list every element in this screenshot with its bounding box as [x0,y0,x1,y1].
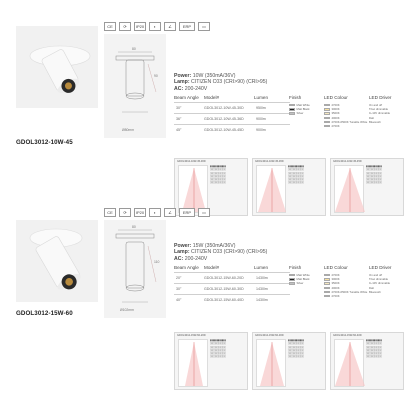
header-finish: Finish [289,95,302,100]
height-dimension: 110 [154,260,160,264]
driver-option: Triac dimmable [369,107,389,112]
product-photo [16,26,98,108]
header-finish: Finish [289,265,302,270]
ac-spec: AC: 200-240V [174,255,208,262]
recycling-icon: ⟳ [119,208,131,217]
finish-option: Matt White [289,273,310,277]
light-distribution-curves [174,332,406,390]
product-code: GDOL3012-10W-45 [16,139,73,146]
led-driver-options [369,273,390,294]
table-row: 30° GDOL3012-15W-60-30D 1430lm [174,283,290,294]
driver-option: On and off [369,273,383,277]
curve-card: GDOL3012-10W-45-36D ▮▮▮▮▮▮▮▮▮▮▮▮ ▯▯▯▯▯▯▯▯▯▯▯▯ ▯▯▯▯▯▯▯▯▯▯▯▯ ▯▯▯▯▯▯▯▯▯▯▯▯ ▯▯▯▯▯▯▯▯▯▯▯▯ ▯▯▯▯▯▯▯▯▯▯▯▯ [252,158,326,216]
colour-option: 3000K [324,107,367,111]
lux-table: ▮▮▮▮▮▮▮▮▮▮▮▮ ▯▯▯▯▯▯▯▯▯▯▯▯ ▯▯▯▯▯▯▯▯▯▯▯▯ ▯▯▯▯▯▯▯▯▯▯▯▯ ▯▯▯▯▯▯▯▯▯▯▯▯ ▯▯▯▯▯▯▯▯▯▯▯▯ [210,165,226,185]
beam-diagram [334,339,364,387]
curve-card: GDOL3012-15W-60-30D ▮▮▮▮▮▮▮▮▮▮▮▮ ▯▯▯▯▯▯▯▯▯▯▯▯ ▯▯▯▯▯▯▯▯▯▯▯▯ ▯▯▯▯▯▯▯▯▯▯▯▯ ▯▯▯▯▯▯▯▯▯▯▯▯ ▯▯▯▯▯▯▯▯▯▯▯▯ [252,332,326,390]
finish-option: Silver [289,111,310,115]
certification-badges [104,22,210,32]
ip-rating-badge: IP20 [135,24,145,29]
driver-option: Dali [369,115,374,120]
header-led-driver: LED Driver [369,95,392,100]
ac-spec: AC: 200-240V [174,85,208,92]
lux-table: ▮▮▮▮▮▮▮▮▮▮▮▮ ▯▯▯▯▯▯▯▯▯▯▯▯ ▯▯▯▯▯▯▯▯▯▯▯▯ ▯▯▯▯▯▯▯▯▯▯▯▯ ▯▯▯▯▯▯▯▯▯▯▯▯ ▯▯▯▯▯▯▯▯▯▯▯▯ [288,339,304,359]
header-model: Model# [204,95,220,100]
curve-card: GDOL3012-10W-45-30D ▮▮▮▮▮▮▮▮▮▮▮▮ ▯▯▯▯▯▯▯▯▯▯▯▯ ▯▯▯▯▯▯▯▯▯▯▯▯ ▯▯▯▯▯▯▯▯▯▯▯▯ ▯▯▯▯▯▯▯▯▯▯▯▯ ▯▯▯▯▯▯▯▯▯▯▯▯ [174,158,248,216]
dimension-drawing [104,220,166,318]
driver-option: 0~10V dimmable [369,281,391,286]
finish-option: Matt Black [289,107,310,111]
beam-diagram [334,165,364,213]
width-dimension: 80 [132,225,136,229]
driver-option: Bluetooth [369,119,381,124]
dimmable-icon: ◐ [149,208,161,217]
table-row: 30° GDOL3012-10W-45-30D 950lm [174,102,290,113]
driver-option: On and off [369,103,383,107]
finish-options [289,273,310,286]
ce-mark-icon: CE [104,208,116,217]
curve-card: GDOL3012-10W-45-45D ▮▮▮▮▮▮▮▮▮▮▮▮ ▯▯▯▯▯▯▯▯▯▯▯▯ ▯▯▯▯▯▯▯▯▯▯▯▯ ▯▯▯▯▯▯▯▯▯▯▯▯ ▯▯▯▯▯▯▯▯▯▯▯▯ ▯▯▯▯▯▯▯▯▯▯▯▯ [330,158,404,216]
header-model: Model# [204,265,220,270]
spec-block [174,243,374,262]
lux-table: ▮▮▮▮▮▮▮▮▮▮▮▮ ▯▯▯▯▯▯▯▯▯▯▯▯ ▯▯▯▯▯▯▯▯▯▯▯▯ ▯▯▯▯▯▯▯▯▯▯▯▯ ▯▯▯▯▯▯▯▯▯▯▯▯ ▯▯▯▯▯▯▯▯▯▯▯▯ [210,339,226,359]
dimmable-icon: ◐ [149,22,161,31]
height-dimension: 90 [154,74,158,78]
power-spec: Power: 15W (350mA/36V) [174,243,236,249]
product-section-2 [0,208,416,416]
header-beam-angle: Beam Angle [174,95,199,100]
finish-option: Matt White [289,103,310,107]
beam-diagram [256,165,286,213]
power-spec: Power: 10W (350mA/36V) [174,73,236,79]
driver-option: Triac dimmable [369,277,389,282]
colour-option: 4000K [324,116,367,120]
erp-badge: ERP [179,22,195,31]
colour-option: 2700K [324,124,367,128]
finish-option: Matt Black [289,277,310,281]
lamp-spec: Lamp: CITIZEN C03 (CRI>90) (CRI>95) [174,249,268,256]
colour-option: 4000K [324,286,367,290]
colour-option: 2700K-6500K Tunable White [324,290,367,294]
lux-table: ▮▮▮▮▮▮▮▮▮▮▮▮ ▯▯▯▯▯▯▯▯▯▯▯▯ ▯▯▯▯▯▯▯▯▯▯▯▯ ▯▯▯▯▯▯▯▯▯▯▯▯ ▯▯▯▯▯▯▯▯▯▯▯▯ ▯▯▯▯▯▯▯▯▯▯▯▯ [366,165,382,185]
header-lumen: Lumen [254,95,269,100]
cutout-dimension: Ø102mm [120,308,134,312]
curve-card: GDOL3012-15W-60-40D ▮▮▮▮▮▮▮▮▮▮▮▮ ▯▯▯▯▯▯▯▯▯▯▯▯ ▯▯▯▯▯▯▯▯▯▯▯▯ ▯▯▯▯▯▯▯▯▯▯▯▯ ▯▯▯▯▯▯▯▯▯▯▯▯ ▯▯▯▯▯▯▯▯▯▯▯▯ [330,332,404,390]
product-photo [16,220,98,302]
table-row: 20° GDOL3012-15W-60-20D 1430lm [174,272,290,283]
ip-rating-badge: IP20 [135,210,145,215]
led-colour-options [324,273,367,298]
header-lumen: Lumen [254,265,269,270]
lamp-spec: Lamp: CITIZEN C03 (CRI>90) (CRI>95) [174,79,268,86]
beam-diagram [178,339,208,387]
colour-option: 2700K [324,294,367,298]
certification-badges [104,208,210,218]
spec-block [174,73,374,92]
recycling-icon: ⟳ [119,22,131,31]
header-led-colour: LED Colour [324,265,348,270]
lux-table: ▮▮▮▮▮▮▮▮▮▮▮▮ ▯▯▯▯▯▯▯▯▯▯▯▯ ▯▯▯▯▯▯▯▯▯▯▯▯ ▯▯▯▯▯▯▯▯▯▯▯▯ ▯▯▯▯▯▯▯▯▯▯▯▯ ▯▯▯▯▯▯▯▯▯▯▯▯ [288,165,304,185]
ce-mark-icon: CE [104,22,116,31]
colour-option: 2700K-6500K Tunable White [324,120,367,124]
led-driver-options [369,103,390,124]
driver-option: Bluetooth [369,289,381,294]
model-table [174,265,406,315]
width-dimension: 80 [132,47,136,51]
curve-card: GDOL3012-15W-60-20D ▮▮▮▮▮▮▮▮▮▮▮▮ ▯▯▯▯▯▯▯▯▯▯▯▯ ▯▯▯▯▯▯▯▯▯▯▯▯ ▯▯▯▯▯▯▯▯▯▯▯▯ ▯▯▯▯▯▯▯▯▯▯▯▯ ▯▯▯▯▯▯▯▯▯▯▯▯ [174,332,248,390]
header-led-colour: LED Colour [324,95,348,100]
dimension-drawing [104,34,166,138]
driver-icon: ▭ [198,208,210,217]
colour-option: 3500K [324,111,367,115]
driver-option: 0~10V dimmable [369,111,391,116]
beam-diagram [256,339,286,387]
erp-badge: ERP [179,208,195,217]
adjustable-angle-icon: ∠ [164,22,176,31]
table-row: 45° GDOL3012-10W-45-45D 900lm [174,124,290,135]
colour-option: 2700K [324,273,367,277]
model-table [174,95,406,145]
table-row: 36° GDOL3012-10W-45-36D 900lm [174,113,290,124]
header-led-driver: LED Driver [369,265,392,270]
driver-icon: ▭ [198,22,210,31]
colour-option: 3500K [324,281,367,285]
header-beam-angle: Beam Angle [174,265,199,270]
driver-option: Dali [369,285,374,290]
table-row: 40° GDOL3012-15W-60-40D 1430lm [174,294,290,305]
beam-diagram [178,165,208,213]
lux-table: ▮▮▮▮▮▮▮▮▮▮▮▮ ▯▯▯▯▯▯▯▯▯▯▯▯ ▯▯▯▯▯▯▯▯▯▯▯▯ ▯▯▯▯▯▯▯▯▯▯▯▯ ▯▯▯▯▯▯▯▯▯▯▯▯ ▯▯▯▯▯▯▯▯▯▯▯▯ [366,339,382,359]
colour-option: 2700K [324,103,367,107]
finish-option: Silver [289,281,310,285]
product-code: GDOL3012-15W-60 [16,310,73,317]
colour-option: 3000K [324,277,367,281]
cutout-dimension: Ø80mm [122,128,135,132]
finish-options [289,103,310,116]
led-colour-options [324,103,367,128]
adjustable-angle-icon: ∠ [164,208,176,217]
